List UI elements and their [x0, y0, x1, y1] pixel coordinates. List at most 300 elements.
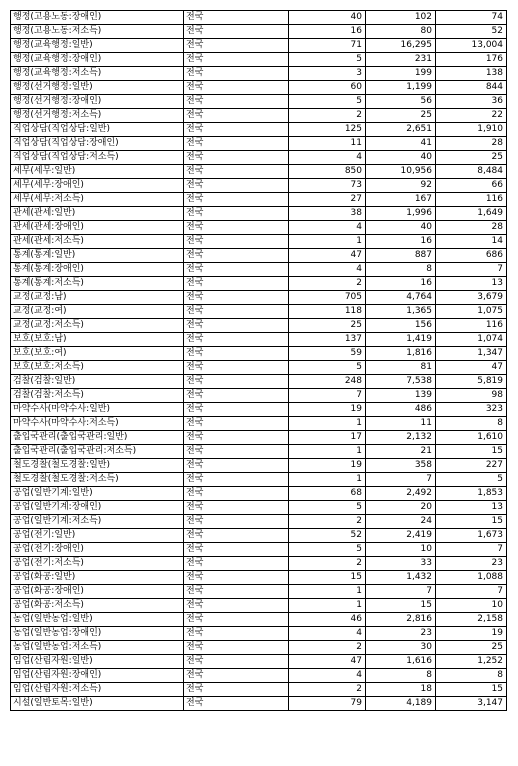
position-cell: 농업(일반농업:저소득)	[11, 641, 184, 655]
region-cell: 전국	[184, 123, 289, 137]
examinee-count-cell: 1,074	[436, 333, 507, 347]
applicant-count-cell: 24	[366, 515, 436, 529]
region-cell: 전국	[184, 571, 289, 585]
table-row	[11, 179, 507, 193]
recruit-count-cell: 5	[289, 361, 366, 375]
table-row	[11, 193, 507, 207]
data-table	[10, 10, 507, 711]
applicant-count-cell: 887	[366, 249, 436, 263]
table-row	[11, 39, 507, 53]
applicant-count-cell: 20	[366, 501, 436, 515]
recruit-count-cell: 5	[289, 53, 366, 67]
examinee-count-cell: 7	[436, 263, 507, 277]
region-cell: 전국	[184, 501, 289, 515]
position-cell: 검찰(검찰:저소득)	[11, 389, 184, 403]
examinee-count-cell: 10	[436, 599, 507, 613]
region-cell: 전국	[184, 627, 289, 641]
recruit-count-cell: 137	[289, 333, 366, 347]
region-cell: 전국	[184, 389, 289, 403]
table-row	[11, 389, 507, 403]
table-row	[11, 641, 507, 655]
examinee-count-cell: 15	[436, 683, 507, 697]
position-cell: 보호(보호:남)	[11, 333, 184, 347]
recruit-count-cell: 5	[289, 543, 366, 557]
table-row	[11, 109, 507, 123]
table-row	[11, 123, 507, 137]
recruit-count-cell: 71	[289, 39, 366, 53]
examinee-count-cell: 227	[436, 459, 507, 473]
region-cell: 전국	[184, 305, 289, 319]
applicant-count-cell: 1,365	[366, 305, 436, 319]
table-row	[11, 95, 507, 109]
table-row	[11, 165, 507, 179]
position-cell: 공업(일반기계:장애인)	[11, 501, 184, 515]
table-row	[11, 557, 507, 571]
table-row	[11, 137, 507, 151]
table-body	[11, 11, 507, 711]
examinee-count-cell: 1,673	[436, 529, 507, 543]
position-cell: 시설(일반토목:일반)	[11, 697, 184, 711]
position-cell: 직업상담(직업상담:저소득)	[11, 151, 184, 165]
table-row	[11, 627, 507, 641]
position-cell: 행정(교육행정:저소득)	[11, 67, 184, 81]
table-row	[11, 319, 507, 333]
region-cell: 전국	[184, 11, 289, 25]
recruit-count-cell: 4	[289, 263, 366, 277]
table-row	[11, 683, 507, 697]
examinee-count-cell: 323	[436, 403, 507, 417]
examinee-count-cell: 1,075	[436, 305, 507, 319]
position-cell: 철도경찰(철도경찰:저소득)	[11, 473, 184, 487]
applicant-count-cell: 1,199	[366, 81, 436, 95]
position-cell: 관세(관세:저소득)	[11, 235, 184, 249]
recruit-count-cell: 47	[289, 655, 366, 669]
examinee-count-cell: 23	[436, 557, 507, 571]
region-cell: 전국	[184, 291, 289, 305]
region-cell: 전국	[184, 515, 289, 529]
examinee-count-cell: 15	[436, 445, 507, 459]
applicant-count-cell: 81	[366, 361, 436, 375]
position-cell: 보호(보호:여)	[11, 347, 184, 361]
region-cell: 전국	[184, 39, 289, 53]
position-cell: 행정(고용노동:저소득)	[11, 25, 184, 39]
table-row	[11, 543, 507, 557]
table-row	[11, 375, 507, 389]
applicant-count-cell: 15	[366, 599, 436, 613]
examinee-count-cell: 66	[436, 179, 507, 193]
examinee-count-cell: 8	[436, 669, 507, 683]
applicant-count-cell: 80	[366, 25, 436, 39]
region-cell: 전국	[184, 487, 289, 501]
table-row	[11, 613, 507, 627]
position-cell: 교정(교정:여)	[11, 305, 184, 319]
recruit-count-cell: 118	[289, 305, 366, 319]
applicant-count-cell: 231	[366, 53, 436, 67]
region-cell: 전국	[184, 53, 289, 67]
applicant-count-cell: 21	[366, 445, 436, 459]
recruit-count-cell: 7	[289, 389, 366, 403]
region-cell: 전국	[184, 137, 289, 151]
region-cell: 전국	[184, 431, 289, 445]
region-cell: 전국	[184, 459, 289, 473]
position-cell: 행정(선거행정:장애인)	[11, 95, 184, 109]
examinee-count-cell: 98	[436, 389, 507, 403]
table-row	[11, 305, 507, 319]
table-row	[11, 81, 507, 95]
applicant-count-cell: 33	[366, 557, 436, 571]
region-cell: 전국	[184, 641, 289, 655]
region-cell: 전국	[184, 669, 289, 683]
region-cell: 전국	[184, 151, 289, 165]
region-cell: 전국	[184, 445, 289, 459]
applicant-count-cell: 92	[366, 179, 436, 193]
applicant-count-cell: 2,492	[366, 487, 436, 501]
recruit-count-cell: 59	[289, 347, 366, 361]
applicant-count-cell: 16,295	[366, 39, 436, 53]
applicant-count-cell: 11	[366, 417, 436, 431]
region-cell: 전국	[184, 193, 289, 207]
table-row	[11, 263, 507, 277]
table-row	[11, 445, 507, 459]
region-cell: 전국	[184, 263, 289, 277]
table-row	[11, 207, 507, 221]
table-row	[11, 67, 507, 81]
recruit-count-cell: 5	[289, 95, 366, 109]
position-cell: 관세(관세:일반)	[11, 207, 184, 221]
applicant-count-cell: 486	[366, 403, 436, 417]
recruit-count-cell: 248	[289, 375, 366, 389]
region-cell: 전국	[184, 221, 289, 235]
position-cell: 교정(교정:저소득)	[11, 319, 184, 333]
applicant-count-cell: 2,651	[366, 123, 436, 137]
examinee-count-cell: 1,252	[436, 655, 507, 669]
applicant-count-cell: 358	[366, 459, 436, 473]
region-cell: 전국	[184, 347, 289, 361]
position-cell: 마약수사(마약수사:일반)	[11, 403, 184, 417]
position-cell: 공업(화공:장애인)	[11, 585, 184, 599]
examinee-count-cell: 1,088	[436, 571, 507, 585]
applicant-count-cell: 199	[366, 67, 436, 81]
applicant-count-cell: 2,816	[366, 613, 436, 627]
applicant-count-cell: 56	[366, 95, 436, 109]
applicant-count-cell: 167	[366, 193, 436, 207]
position-cell: 공업(일반기계:저소득)	[11, 515, 184, 529]
examinee-count-cell: 13	[436, 277, 507, 291]
examinee-count-cell: 116	[436, 193, 507, 207]
table-row	[11, 277, 507, 291]
recruit-count-cell: 125	[289, 123, 366, 137]
recruit-count-cell: 2	[289, 277, 366, 291]
region-cell: 전국	[184, 655, 289, 669]
position-cell: 행정(교육행정:장애인)	[11, 53, 184, 67]
applicant-count-cell: 1,816	[366, 347, 436, 361]
region-cell: 전국	[184, 557, 289, 571]
position-cell: 관세(관세:장애인)	[11, 221, 184, 235]
region-cell: 전국	[184, 277, 289, 291]
position-cell: 세무(세무:저소득)	[11, 193, 184, 207]
recruit-count-cell: 15	[289, 571, 366, 585]
applicant-count-cell: 8	[366, 669, 436, 683]
region-cell: 전국	[184, 599, 289, 613]
examinee-count-cell: 844	[436, 81, 507, 95]
position-cell: 행정(교육행정:일반)	[11, 39, 184, 53]
examinee-count-cell: 52	[436, 25, 507, 39]
position-cell: 검찰(검찰:일반)	[11, 375, 184, 389]
recruit-count-cell: 17	[289, 431, 366, 445]
recruit-count-cell: 46	[289, 613, 366, 627]
applicant-count-cell: 40	[366, 151, 436, 165]
region-cell: 전국	[184, 333, 289, 347]
region-cell: 전국	[184, 473, 289, 487]
table-row	[11, 515, 507, 529]
examinee-count-cell: 5	[436, 473, 507, 487]
position-cell: 직업상담(직업상담:장애인)	[11, 137, 184, 151]
table-row	[11, 599, 507, 613]
region-cell: 전국	[184, 207, 289, 221]
recruit-count-cell: 11	[289, 137, 366, 151]
examinee-count-cell: 36	[436, 95, 507, 109]
position-cell: 농업(일반농업:장애인)	[11, 627, 184, 641]
region-cell: 전국	[184, 543, 289, 557]
examinee-count-cell: 1,610	[436, 431, 507, 445]
table-row	[11, 333, 507, 347]
recruit-count-cell: 38	[289, 207, 366, 221]
position-cell: 임업(산림자원:저소득)	[11, 683, 184, 697]
applicant-count-cell: 102	[366, 11, 436, 25]
recruit-count-cell: 25	[289, 319, 366, 333]
recruit-count-cell: 850	[289, 165, 366, 179]
region-cell: 전국	[184, 683, 289, 697]
table-row	[11, 501, 507, 515]
position-cell: 통계(통계:장애인)	[11, 263, 184, 277]
recruit-count-cell: 16	[289, 25, 366, 39]
table-row	[11, 235, 507, 249]
recruit-count-cell: 68	[289, 487, 366, 501]
recruit-count-cell: 1	[289, 473, 366, 487]
applicant-count-cell: 25	[366, 109, 436, 123]
applicant-count-cell: 40	[366, 221, 436, 235]
examinee-count-cell: 3,679	[436, 291, 507, 305]
examinee-count-cell: 47	[436, 361, 507, 375]
applicant-count-cell: 7,538	[366, 375, 436, 389]
recruit-count-cell: 60	[289, 81, 366, 95]
applicant-count-cell: 1,432	[366, 571, 436, 585]
examinee-count-cell: 116	[436, 319, 507, 333]
region-cell: 전국	[184, 95, 289, 109]
recruit-count-cell: 1	[289, 599, 366, 613]
examinee-count-cell: 2,158	[436, 613, 507, 627]
table-row	[11, 459, 507, 473]
region-cell: 전국	[184, 361, 289, 375]
applicant-count-cell: 2,419	[366, 529, 436, 543]
region-cell: 전국	[184, 25, 289, 39]
position-cell: 행정(고용노동:장애인)	[11, 11, 184, 25]
position-cell: 임업(산림자원:일반)	[11, 655, 184, 669]
region-cell: 전국	[184, 249, 289, 263]
recruit-count-cell: 73	[289, 179, 366, 193]
position-cell: 임업(산림자원:장애인)	[11, 669, 184, 683]
examinee-count-cell: 13	[436, 501, 507, 515]
recruit-count-cell: 2	[289, 109, 366, 123]
position-cell: 공업(화공:일반)	[11, 571, 184, 585]
examinee-count-cell: 25	[436, 641, 507, 655]
table-row	[11, 347, 507, 361]
table-row	[11, 417, 507, 431]
position-cell: 직업상담(직업상담:일반)	[11, 123, 184, 137]
position-cell: 세무(세무:장애인)	[11, 179, 184, 193]
recruit-count-cell: 1	[289, 445, 366, 459]
region-cell: 전국	[184, 81, 289, 95]
table-row	[11, 655, 507, 669]
recruit-count-cell: 2	[289, 557, 366, 571]
applicant-count-cell: 10	[366, 543, 436, 557]
recruit-count-cell: 27	[289, 193, 366, 207]
table-row	[11, 529, 507, 543]
examinee-count-cell: 7	[436, 585, 507, 599]
recruit-count-cell: 5	[289, 501, 366, 515]
table-row	[11, 669, 507, 683]
position-cell: 공업(전기:일반)	[11, 529, 184, 543]
examinee-count-cell: 28	[436, 137, 507, 151]
position-cell: 철도경찰(철도경찰:일반)	[11, 459, 184, 473]
examinee-count-cell: 19	[436, 627, 507, 641]
position-cell: 출입국관리(출입국관리:일반)	[11, 431, 184, 445]
table-row	[11, 571, 507, 585]
applicant-count-cell: 16	[366, 235, 436, 249]
recruit-count-cell: 2	[289, 683, 366, 697]
examinee-count-cell: 8	[436, 417, 507, 431]
table-row	[11, 585, 507, 599]
position-cell: 행정(선거행정:저소득)	[11, 109, 184, 123]
examinee-count-cell: 7	[436, 543, 507, 557]
region-cell: 전국	[184, 235, 289, 249]
position-cell: 행정(선거행정:일반)	[11, 81, 184, 95]
region-cell: 전국	[184, 109, 289, 123]
position-cell: 통계(통계:일반)	[11, 249, 184, 263]
examinee-count-cell: 176	[436, 53, 507, 67]
position-cell: 출입국관리(출입국관리:저소득)	[11, 445, 184, 459]
examinee-count-cell: 3,147	[436, 697, 507, 711]
examinee-count-cell: 5,819	[436, 375, 507, 389]
table-row	[11, 361, 507, 375]
applicant-count-cell: 10,956	[366, 165, 436, 179]
applicant-count-cell: 7	[366, 473, 436, 487]
examinee-count-cell: 13,004	[436, 39, 507, 53]
recruit-count-cell: 3	[289, 67, 366, 81]
recruit-count-cell: 52	[289, 529, 366, 543]
applicant-count-cell: 23	[366, 627, 436, 641]
examinee-count-cell: 15	[436, 515, 507, 529]
examinee-count-cell: 1,853	[436, 487, 507, 501]
recruit-count-cell: 2	[289, 641, 366, 655]
applicant-count-cell: 8	[366, 263, 436, 277]
region-cell: 전국	[184, 375, 289, 389]
applicant-count-cell: 139	[366, 389, 436, 403]
applicant-count-cell: 16	[366, 277, 436, 291]
region-cell: 전국	[184, 165, 289, 179]
recruit-count-cell: 4	[289, 151, 366, 165]
recruit-count-cell: 4	[289, 669, 366, 683]
examinee-count-cell: 138	[436, 67, 507, 81]
table-row	[11, 221, 507, 235]
applicant-count-cell: 1,419	[366, 333, 436, 347]
recruit-count-cell: 2	[289, 515, 366, 529]
examinee-count-cell: 8,484	[436, 165, 507, 179]
table-row	[11, 403, 507, 417]
position-cell: 통계(통계:저소득)	[11, 277, 184, 291]
recruit-count-cell: 19	[289, 459, 366, 473]
table-row	[11, 473, 507, 487]
examinee-count-cell: 25	[436, 151, 507, 165]
recruit-count-cell: 40	[289, 11, 366, 25]
applicant-count-cell: 4,189	[366, 697, 436, 711]
table-row	[11, 487, 507, 501]
applicant-count-cell: 1,996	[366, 207, 436, 221]
position-cell: 공업(전기:장애인)	[11, 543, 184, 557]
applicant-count-cell: 41	[366, 137, 436, 151]
position-cell: 보호(보호:저소득)	[11, 361, 184, 375]
examinee-count-cell: 28	[436, 221, 507, 235]
examinee-count-cell: 1,910	[436, 123, 507, 137]
applicant-count-cell: 156	[366, 319, 436, 333]
examinee-count-cell: 14	[436, 235, 507, 249]
table-row	[11, 249, 507, 263]
recruit-count-cell: 47	[289, 249, 366, 263]
applicant-count-cell: 4,764	[366, 291, 436, 305]
examinee-count-cell: 686	[436, 249, 507, 263]
examinee-count-cell: 22	[436, 109, 507, 123]
recruit-count-cell: 79	[289, 697, 366, 711]
region-cell: 전국	[184, 613, 289, 627]
applicant-count-cell: 18	[366, 683, 436, 697]
position-cell: 공업(화공:저소득)	[11, 599, 184, 613]
position-cell: 세무(세무:일반)	[11, 165, 184, 179]
table-row	[11, 25, 507, 39]
applicant-count-cell: 2,132	[366, 431, 436, 445]
recruit-count-cell: 4	[289, 627, 366, 641]
region-cell: 전국	[184, 403, 289, 417]
examinee-count-cell: 1,649	[436, 207, 507, 221]
table-row	[11, 291, 507, 305]
region-cell: 전국	[184, 67, 289, 81]
position-cell: 교정(교정:남)	[11, 291, 184, 305]
applicant-count-cell: 30	[366, 641, 436, 655]
table-row	[11, 697, 507, 711]
table-row	[11, 11, 507, 25]
recruit-count-cell: 1	[289, 585, 366, 599]
position-cell: 마약수사(마약수사:저소득)	[11, 417, 184, 431]
examinee-count-cell: 74	[436, 11, 507, 25]
position-cell: 농업(일반농업:일반)	[11, 613, 184, 627]
position-cell: 공업(일반기계:일반)	[11, 487, 184, 501]
region-cell: 전국	[184, 179, 289, 193]
applicant-count-cell: 1,616	[366, 655, 436, 669]
region-cell: 전국	[184, 585, 289, 599]
region-cell: 전국	[184, 529, 289, 543]
region-cell: 전국	[184, 417, 289, 431]
table-row	[11, 151, 507, 165]
region-cell: 전국	[184, 697, 289, 711]
recruit-count-cell: 19	[289, 403, 366, 417]
recruit-count-cell: 705	[289, 291, 366, 305]
recruit-count-cell: 1	[289, 417, 366, 431]
recruit-count-cell: 1	[289, 235, 366, 249]
table-row	[11, 53, 507, 67]
position-cell: 공업(전기:저소득)	[11, 557, 184, 571]
recruit-count-cell: 4	[289, 221, 366, 235]
table-row	[11, 431, 507, 445]
region-cell: 전국	[184, 319, 289, 333]
